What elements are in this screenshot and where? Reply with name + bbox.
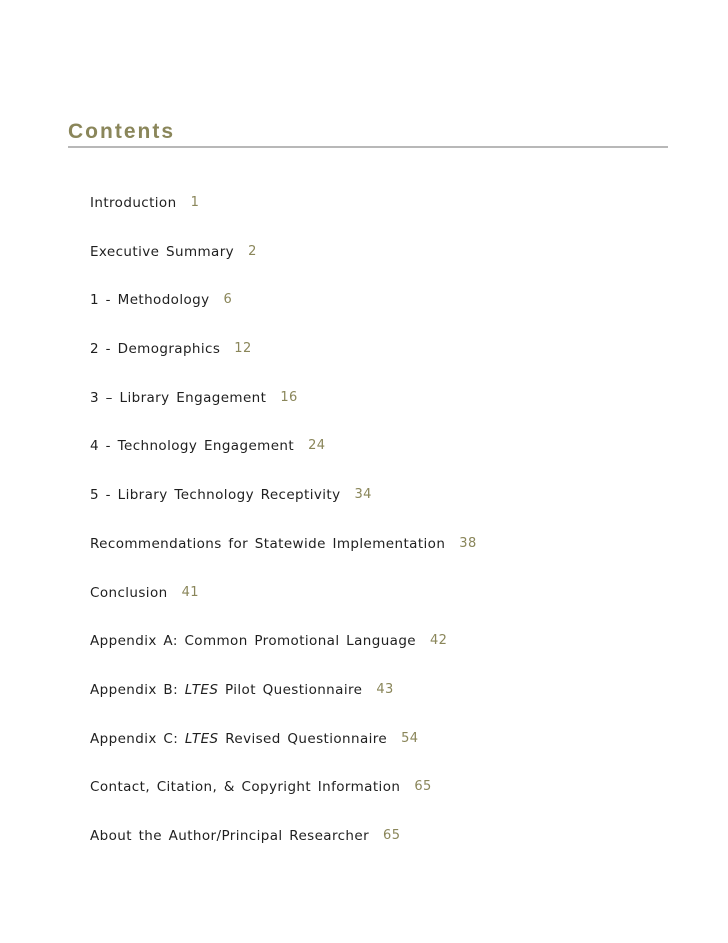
toc-entry-label: 1 - Methodology <box>90 292 210 309</box>
toc-entry-page-number: 41 <box>181 584 199 600</box>
toc-entry-label: 5 - Library Technology Receptivity <box>90 487 341 504</box>
toc-entry-page-number: 12 <box>234 341 252 357</box>
toc-entry-introduction[interactable] <box>90 193 650 242</box>
toc-entry-label: Executive Summary <box>90 243 235 260</box>
page-title: Contents <box>68 120 175 143</box>
toc-entry-label: 4 - Technology Engagement <box>90 438 295 455</box>
toc-entry-page-number: 54 <box>401 730 419 746</box>
toc-entry-label <box>90 680 362 700</box>
toc-entry-label-prefix: Appendix C: <box>90 730 179 747</box>
toc-entry-label-suffix: Pilot Questionnaire <box>225 681 363 698</box>
title-divider <box>68 146 668 148</box>
toc-entry-label-prefix: Appendix B: <box>90 681 179 698</box>
toc-entry-label: 2 - Demographics <box>90 341 221 358</box>
toc-entry-contact-citation-copyright[interactable] <box>90 777 650 826</box>
toc-entry-label-emphasis: LTES <box>184 730 219 747</box>
toc-entry-label-suffix: Revised Questionnaire <box>225 730 388 747</box>
toc-entry-label: Contact, Citation, & Copyright Information <box>90 779 401 796</box>
toc-entry-page-number: 34 <box>354 487 372 503</box>
toc-entry-label: About the Author/Principal Researcher <box>90 827 370 844</box>
toc-entry-label: 3 – Library Engagement <box>90 389 267 406</box>
toc-entry-methodology[interactable] <box>90 290 650 339</box>
toc-entry-page-number: 6 <box>223 292 233 308</box>
table-of-contents <box>90 193 650 875</box>
toc-entry-page-number: 2 <box>248 243 257 259</box>
toc-entry-appendix-a[interactable] <box>90 631 650 680</box>
toc-entry-appendix-c[interactable] <box>90 729 650 778</box>
toc-entry-page-number: 16 <box>280 389 298 405</box>
toc-entry-label: Recommendations for Statewide Implementation <box>90 535 446 552</box>
toc-entry-label-emphasis: LTES <box>184 681 219 698</box>
toc-entry-recommendations[interactable] <box>90 534 650 583</box>
toc-entry-page-number: 24 <box>308 438 326 454</box>
toc-entry-label: Conclusion <box>90 584 168 601</box>
toc-entry-library-engagement[interactable] <box>90 388 650 437</box>
toc-entry-page-number: 65 <box>414 779 432 795</box>
toc-entry-executive-summary[interactable] <box>90 242 650 291</box>
toc-entry-demographics[interactable] <box>90 339 650 388</box>
toc-entry-technology-engagement[interactable] <box>90 436 650 485</box>
toc-entry-page-number: 38 <box>459 535 477 551</box>
toc-entry-about-the-author[interactable] <box>90 826 650 875</box>
toc-entry-label <box>90 729 387 749</box>
toc-entry-page-number: 42 <box>430 633 448 649</box>
toc-entry-label: Appendix A: Common Promotional Language <box>90 633 416 650</box>
toc-entry-appendix-b[interactable] <box>90 680 650 729</box>
toc-entry-page-number: 1 <box>190 195 200 210</box>
toc-entry-conclusion[interactable] <box>90 583 650 632</box>
toc-entry-library-technology-receptivity[interactable] <box>90 485 650 534</box>
toc-entry-page-number: 43 <box>376 681 394 697</box>
toc-entry-page-number: 65 <box>383 827 401 843</box>
toc-entry-label: Introduction <box>90 195 177 211</box>
